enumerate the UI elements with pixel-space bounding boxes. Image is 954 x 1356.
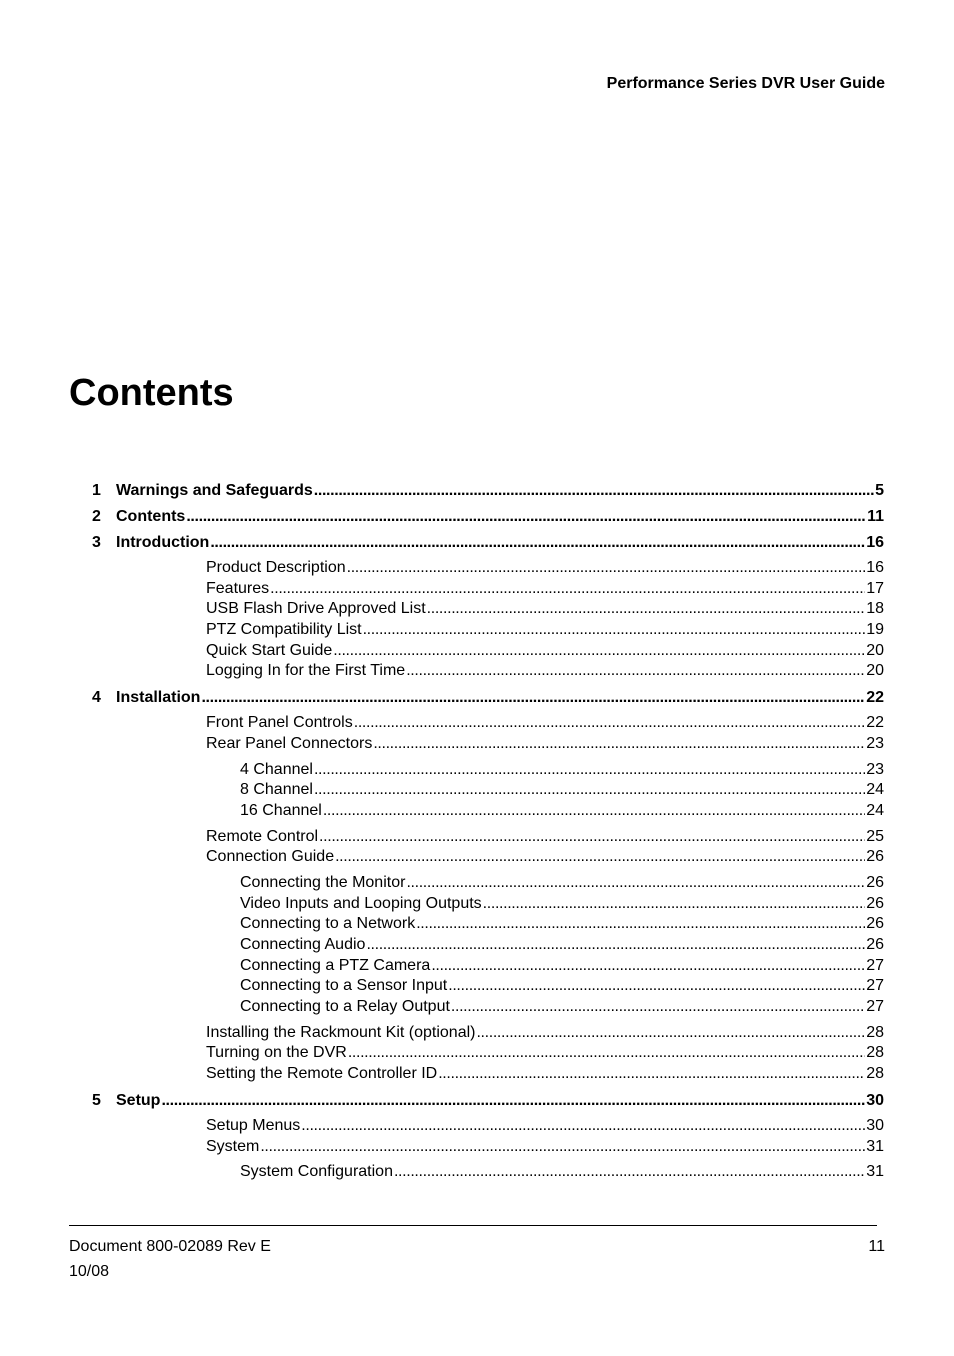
- toc-entry[interactable]: [92, 558, 884, 579]
- toc-entry[interactable]: [92, 847, 884, 868]
- page-number: 28: [866, 1044, 884, 1062]
- dot-leader: [314, 760, 865, 781]
- toc-entry[interactable]: [92, 661, 884, 682]
- toc-subentry[interactable]: [92, 976, 884, 997]
- chapter-title: Warnings and Safeguards: [116, 482, 313, 499]
- dot-leader: [333, 641, 865, 662]
- entry-title: 4 Channel: [240, 760, 313, 778]
- toc-chapter-introduction[interactable]: [92, 532, 884, 553]
- toc-entry[interactable]: [92, 1064, 884, 1085]
- dot-leader: [363, 620, 866, 641]
- page-number: 27: [866, 977, 884, 995]
- toc-entry[interactable]: [92, 1043, 884, 1064]
- dot-leader: [431, 956, 865, 977]
- toc-subentry[interactable]: [92, 873, 884, 894]
- entry-title: Product Description: [206, 559, 346, 576]
- dot-leader: [301, 1116, 865, 1137]
- dot-leader: [438, 1064, 865, 1085]
- entry-title: 8 Channel: [240, 781, 313, 799]
- page-number: 30: [866, 1091, 884, 1109]
- page-number: 19: [866, 621, 884, 639]
- dot-leader: [348, 1043, 865, 1064]
- chapter-number: 2: [92, 508, 101, 525]
- entry-title: Connecting the Monitor: [240, 873, 406, 891]
- dot-leader: [270, 579, 865, 600]
- entry-title: Setup Menus: [206, 1116, 301, 1134]
- entry-title: Setting the Remote Controller ID: [206, 1065, 438, 1083]
- dot-leader: [366, 935, 865, 956]
- toc-subentry[interactable]: [92, 760, 884, 781]
- toc-entry[interactable]: [92, 620, 884, 641]
- dot-leader: [451, 997, 865, 1018]
- page-number: 25: [866, 827, 884, 845]
- dot-leader: [476, 1023, 865, 1044]
- footer-divider: [69, 1225, 877, 1226]
- entry-title: Remote Control: [206, 827, 319, 845]
- chapter-number: 4: [92, 689, 101, 707]
- toc-entry[interactable]: [92, 641, 884, 662]
- dot-leader: [260, 1137, 865, 1158]
- chapter-title: Installation: [116, 689, 201, 707]
- page-number: 17: [866, 579, 884, 597]
- toc-entry[interactable]: [92, 734, 884, 755]
- page-number: 24: [866, 781, 884, 799]
- entry-title: Front Panel Controls: [206, 714, 353, 732]
- page-number: 20: [866, 641, 884, 659]
- page-number: 23: [866, 734, 884, 752]
- page-number: 22: [866, 714, 884, 732]
- page-number: 28: [866, 1065, 884, 1083]
- entry-title: Rear Panel Connectors: [206, 734, 373, 752]
- page-number: 26: [866, 936, 884, 953]
- entry-title: Connecting to a Network: [240, 915, 416, 933]
- entry-title: Connecting to a Relay Output: [240, 998, 450, 1016]
- dot-leader: [394, 1162, 865, 1183]
- entry-title: Quick Start Guide: [206, 641, 333, 659]
- document-date: 10/08: [69, 1263, 110, 1280]
- page-number: 11: [867, 508, 884, 525]
- dot-leader: [323, 801, 865, 822]
- dot-leader: [210, 532, 865, 553]
- page-number: 28: [866, 1023, 884, 1041]
- toc-entry[interactable]: [92, 1116, 884, 1137]
- chapter-number: 1: [92, 482, 101, 499]
- toc-subentry[interactable]: [92, 914, 884, 935]
- page-number: 31: [866, 1163, 884, 1181]
- entry-title: Turning on the DVR: [206, 1044, 347, 1062]
- running-header: Performance Series DVR User Guide: [606, 75, 885, 92]
- entry-title: USB Flash Drive Approved List: [206, 600, 426, 618]
- page-number: 23: [866, 760, 884, 778]
- dot-leader: [483, 894, 866, 915]
- toc-subentry[interactable]: [92, 956, 884, 977]
- page-number: 16: [866, 534, 884, 551]
- page-number: 31: [866, 1137, 884, 1155]
- dot-leader: [314, 780, 865, 801]
- dot-leader: [448, 976, 865, 997]
- footer-page-number: 11: [868, 1238, 885, 1255]
- chapter-title: Introduction: [116, 534, 210, 551]
- toc-subentry[interactable]: [92, 1162, 884, 1183]
- dot-leader: [427, 599, 866, 620]
- dot-leader: [319, 827, 865, 848]
- entry-title: Connecting Audio: [240, 936, 366, 953]
- page-number: 5: [875, 482, 884, 499]
- chapter-number: 5: [92, 1091, 101, 1109]
- page-number: 26: [866, 894, 884, 912]
- toc-entry[interactable]: [92, 713, 884, 734]
- entry-title: System Configuration: [240, 1163, 393, 1181]
- page-number: 27: [866, 956, 884, 974]
- page-number: 26: [866, 915, 884, 933]
- chapter-title: Setup: [116, 1091, 161, 1109]
- page-number: 18: [866, 600, 884, 618]
- page-title: Contents: [69, 372, 234, 414]
- dot-leader: [406, 661, 865, 682]
- entry-title: Video Inputs and Looping Outputs: [240, 894, 482, 912]
- dot-leader: [347, 558, 866, 579]
- entry-title: Connection Guide: [206, 848, 335, 866]
- toc-subentry[interactable]: [92, 935, 884, 956]
- toc-chapter-contents[interactable]: [92, 506, 884, 527]
- toc-subentry[interactable]: [92, 997, 884, 1018]
- toc-entry[interactable]: [92, 1137, 884, 1158]
- page-number: 16: [866, 559, 884, 576]
- page-number: 26: [866, 873, 884, 891]
- toc-chapter-warnings[interactable]: [92, 480, 884, 501]
- toc-entry[interactable]: [92, 827, 884, 848]
- document-number: Document 800-02089 Rev E: [69, 1238, 271, 1255]
- entry-title: Connecting to a Sensor Input: [240, 977, 448, 995]
- entry-title: Connecting a PTZ Camera: [240, 956, 431, 974]
- chapter-number: 3: [92, 534, 101, 551]
- page-number: 27: [866, 998, 884, 1016]
- page-number: 30: [866, 1116, 884, 1134]
- dot-leader: [186, 506, 866, 527]
- page-number: 26: [866, 848, 884, 866]
- toc-subentry[interactable]: [92, 894, 884, 915]
- entry-title: Installing the Rackmount Kit (optional): [206, 1023, 476, 1041]
- dot-leader: [416, 914, 865, 935]
- page-number: 24: [866, 801, 884, 819]
- toc-entry[interactable]: [92, 1023, 884, 1044]
- footer-left: [69, 1234, 271, 1284]
- toc-chapter-installation[interactable]: [92, 687, 884, 708]
- toc-subentry[interactable]: [92, 780, 884, 801]
- chapter-title: Contents: [116, 508, 186, 525]
- toc-subentry[interactable]: [92, 801, 884, 822]
- entry-title: Features: [206, 579, 270, 597]
- page-number: 20: [866, 662, 884, 680]
- entry-title: Logging In for the First Time: [206, 662, 406, 680]
- dot-leader: [314, 480, 874, 501]
- toc-entry[interactable]: [92, 599, 884, 620]
- dot-leader: [161, 1090, 865, 1111]
- page-number: 22: [866, 689, 884, 707]
- entry-title: 16 Channel: [240, 801, 322, 819]
- dot-leader: [335, 847, 865, 868]
- entry-title: PTZ Compatibility List: [206, 621, 362, 639]
- dot-leader: [406, 873, 865, 894]
- toc-entry[interactable]: [92, 579, 884, 600]
- dot-leader: [354, 713, 865, 734]
- dot-leader: [201, 687, 865, 708]
- table-of-contents: [92, 480, 884, 1183]
- entry-title: System: [206, 1137, 260, 1155]
- dot-leader: [373, 734, 865, 755]
- toc-chapter-setup[interactable]: [92, 1090, 884, 1111]
